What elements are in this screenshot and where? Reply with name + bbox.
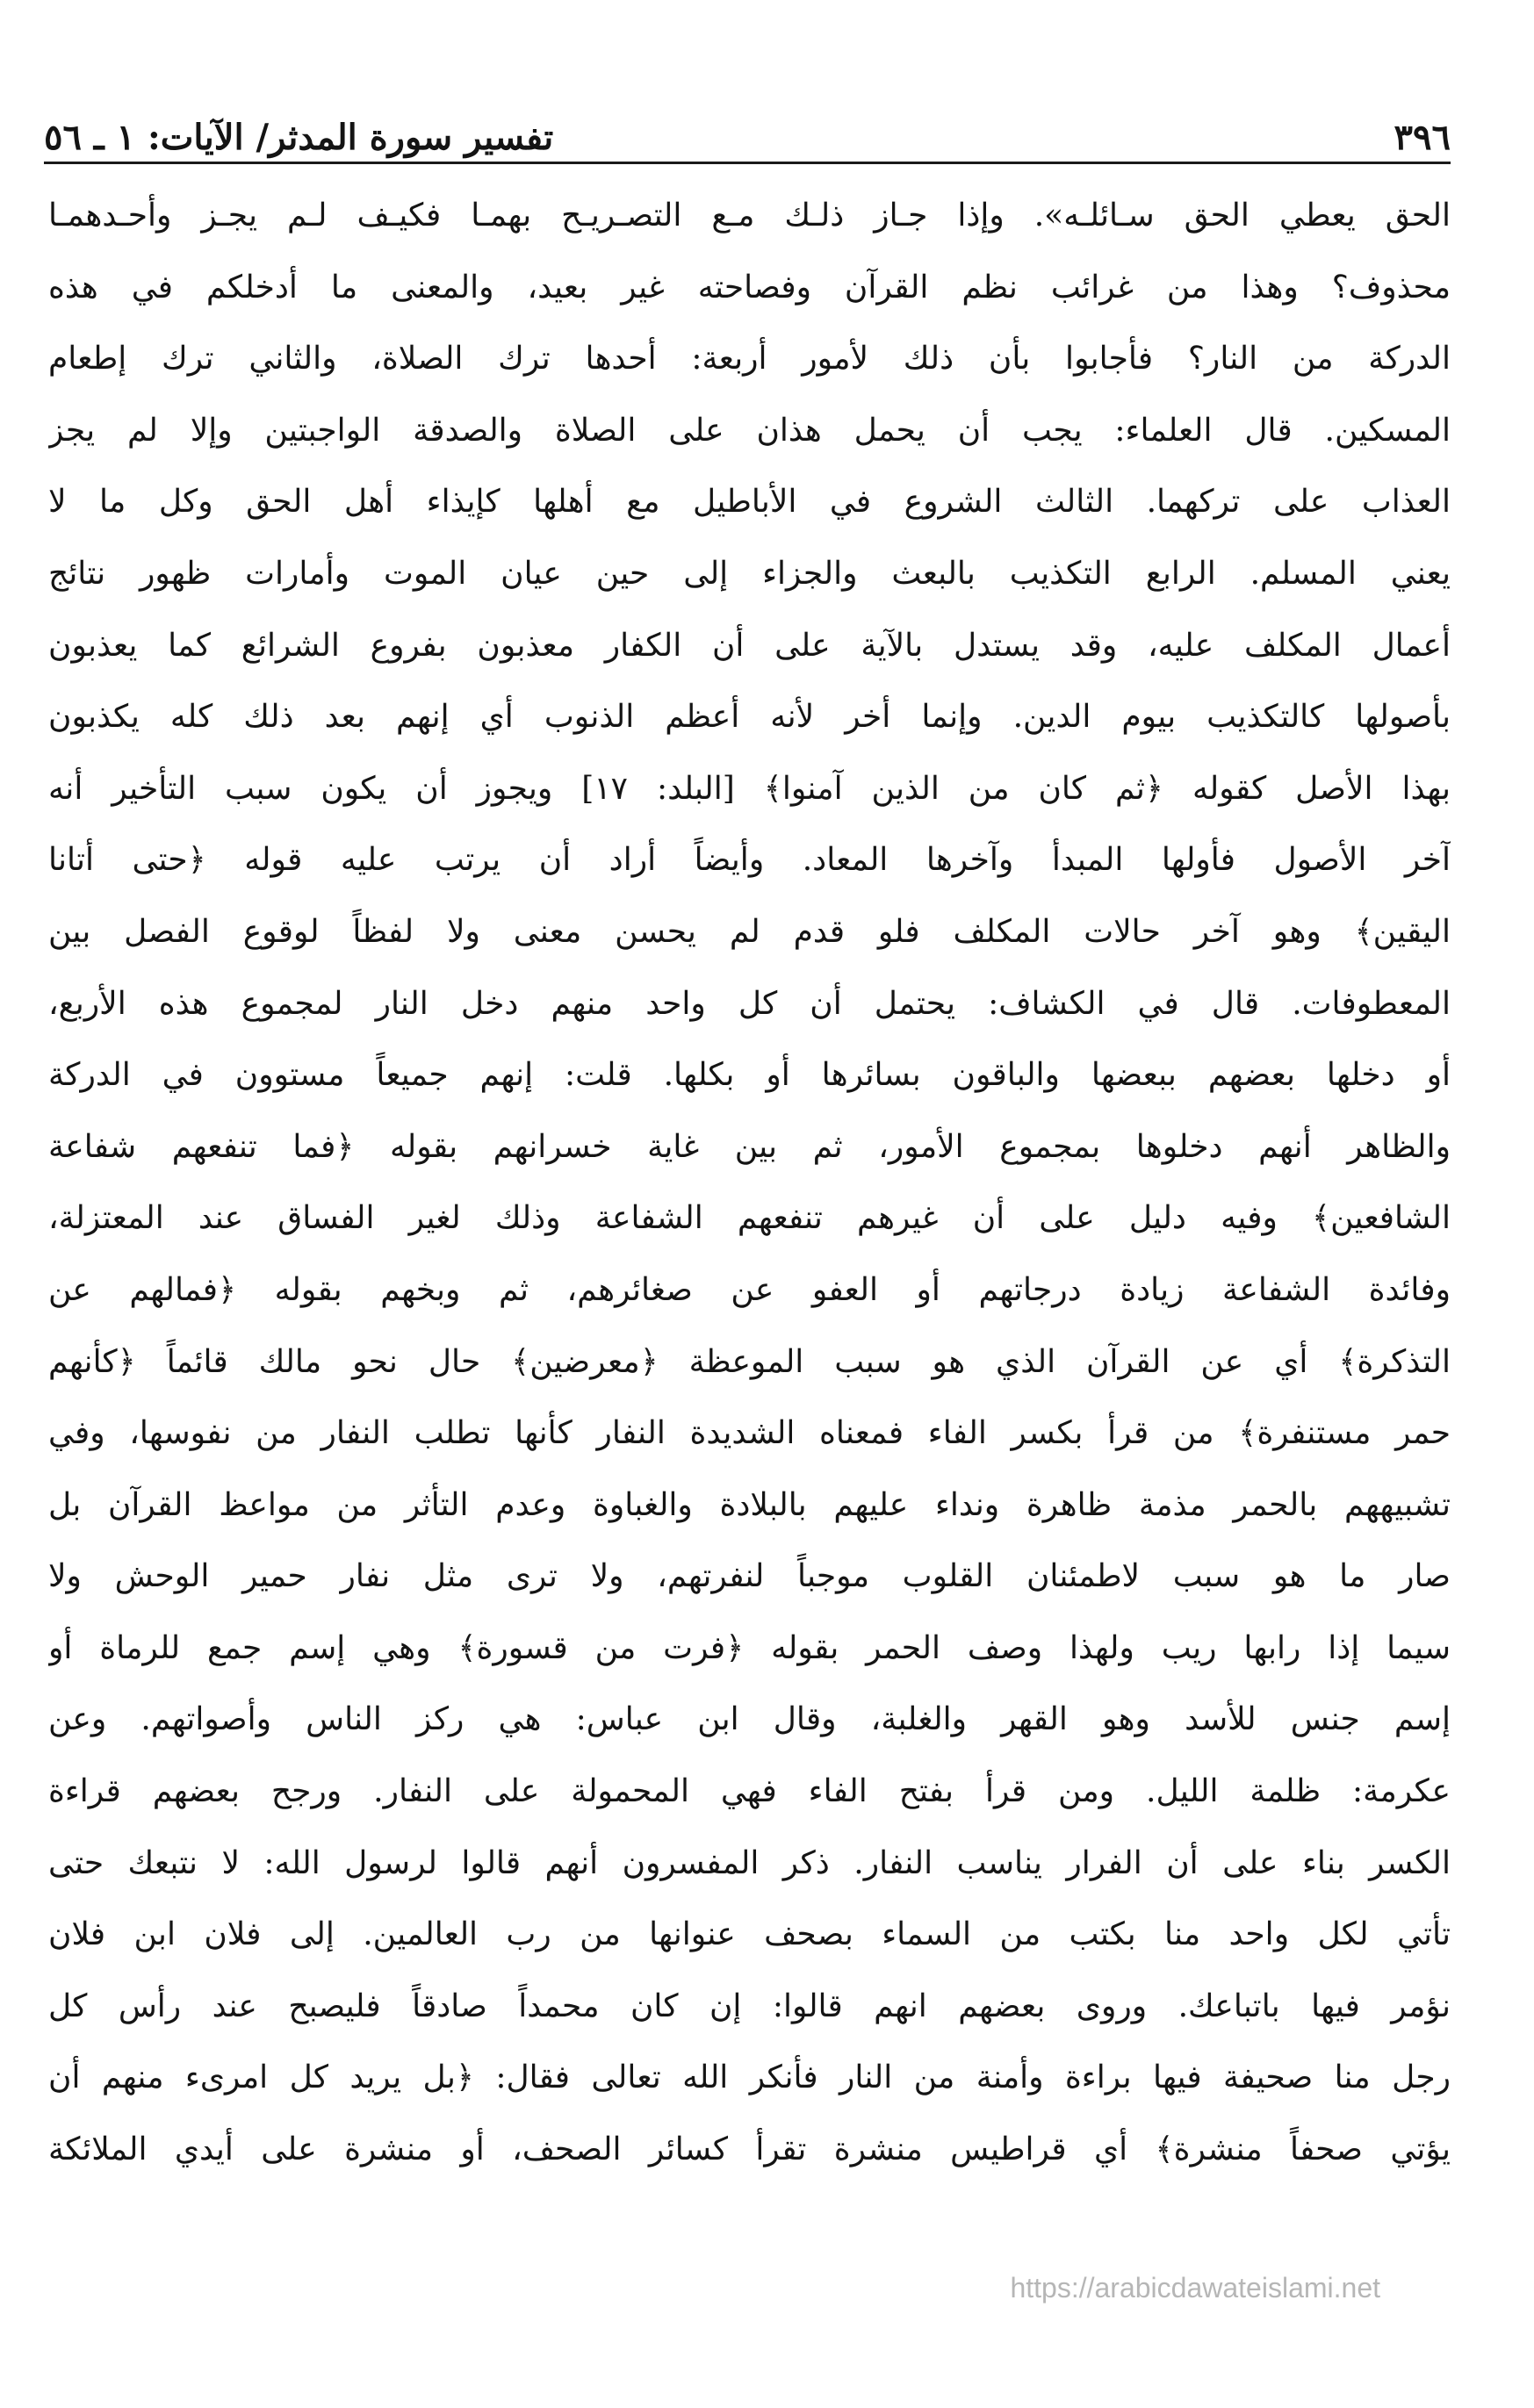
text-line: والظاهر أنهم دخلوها بمجموع الأمور، ثم بين غاية خسرانهم بقوله ﴿فما تنفعهم شفاعة — [48, 1128, 1451, 1165]
text-line: وفائدة الشفاعة زيادة درجاتهم أو العفو عن صغائرهم، ثم وبخهم بقوله ﴿فمالهم عن — [48, 1271, 1451, 1308]
text-line: سيما إذا رابها ريب ولهذا وصف الحمر بقوله ﴿فرت من قسورة﴾ وهي إسم جمع للرماة أو — [48, 1629, 1451, 1666]
text-line: التذكرة﴾ أي عن القرآن الذي هو سبب الموعظة ﴿معرضين﴾ حال نحو مالك قائماً ﴿كأنهم — [48, 1343, 1451, 1380]
text-line: اليقين﴾ وهو آخر حالات المكلف فلو قدم لم يحسن معنى ولا لفظاً لوقوع الفصل بين — [48, 913, 1451, 950]
text-line: بأصولها كالتكذيب بيوم الدين. وإنما أخر لأنه أعظم الذنوب أي إنهم بعد ذلك كله يكذبون — [48, 699, 1451, 736]
header-divider — [44, 162, 1451, 164]
text-line: الكسر بناء على أن الفرار يناسب النفار. ذكر المفسرون أنهم قالوا لرسول الله: لا نتبعك حتى — [48, 1844, 1451, 1881]
watermark-url: https://arabicdawateislami.net — [1010, 2272, 1380, 2304]
text-line: نؤمر فيها باتباعك. وروى بعضهم انهم قالوا: إن كان محمداً صادقاً فليصبح عند رأس كل — [48, 1987, 1451, 2024]
page-header — [44, 88, 1451, 158]
text-line: المعطوفات. قال في الكشاف: يحتمل أن كل واحد منهم دخل النار لمجموع هذه الأربع، — [48, 985, 1451, 1022]
text-line: أعمال المكلف عليه، وقد يستدل بالآية على أن الكفار معذبون بفروع الشرائع كما يعذبون — [48, 627, 1451, 664]
text-line: حمر مستنفرة﴾ من قرأ بكسر الفاء فمعناه الشديدة النفار كأنها تطلب النفار من نفوسها، وفي — [48, 1415, 1451, 1452]
text-line: الدركة من النار؟ فأجابوا بأن ذلك لأمور أربعة: أحدها ترك الصلاة، والثاني ترك إطعام — [48, 341, 1451, 377]
text-line: رجل منا صحيفة فيها براءة وأمنة من النار فأنكر الله تعالى فقال: ﴿بل يريد كل امرىء منهم أن — [48, 2059, 1451, 2096]
body-text — [48, 180, 1451, 2186]
text-line: يؤتي صحفاً منشرة﴾ أي قراطيس منشرة تقرأ كسائر الصحف، أو منشرة على أيدي الملائكة — [48, 2131, 1451, 2168]
text-line: عكرمة: ظلمة الليل. ومن قرأ بفتح الفاء فهي المحمولة على النفار. ورجح بعضهم قراءة — [48, 1773, 1451, 1810]
text-line: المسكين. قال العلماء: يجب أن يحمل هذان على الصلاة والصدقة الواجبتين وإلا لم يجز — [48, 412, 1451, 449]
text-line: أو دخلها بعضهم ببعضها والباقون بسائرها أو بكلها. قلت: إنهم جميعاً مستوون في الدركة — [48, 1057, 1451, 1094]
text-line: آخر الأصول فأولها المبدأ وآخرها المعاد. وأيضاً أراد أن يرتب عليه قوله ﴿حتى أتانا — [48, 842, 1451, 879]
text-line: إسم جنس للأسد وهو القهر والغلبة، وقال ابن عباس: هي ركز الناس وأصواتهم. وعن — [48, 1701, 1451, 1738]
text-line: الحق يعطي الحق سـائلـه». وإذا جـاز ذلـك مـع التصـريـح بهمـا فكيـف لـم يجـز وأحـدهمـا — [48, 198, 1451, 234]
text-line: العذاب على تركهما. الثالث الشروع في الأباطيل مع أهلها كإيذاء أهل الحق وكل ما لا — [48, 484, 1451, 521]
text-line: تأتي لكل واحد منا بكتب من السماء بصحف عنوانها من رب العالمين. إلى فلان ابن فلان — [48, 1916, 1451, 1953]
running-title: تفسير سورة المدثر/ الآيات: ١ ـ ٥٦ — [44, 117, 554, 158]
page-number: ٣٩٦ — [1394, 117, 1451, 158]
text-line: الشافعين﴾ وفيه دليل على أن غيرهم تنفعهم الشفاعة وذلك لغير الفساق عند المعتزلة، — [48, 1200, 1451, 1237]
text-line: تشبيههم بالحمر مذمة ظاهرة ونداء عليهم بالبلادة والغباوة وعدم التأثر من مواعظ القرآن بل — [48, 1486, 1451, 1523]
text-line: بهذا الأصل كقوله ﴿ثم كان من الذين آمنوا﴾ [البلد: ١٧] ويجوز أن يكون سبب التأخير أنه — [48, 770, 1451, 807]
text-line: محذوف؟ وهذا من غرائب نظم القرآن وفصاحته غير بعيد، والمعنى ما أدخلكم في هذه — [48, 269, 1451, 305]
text-line: صار ما هو سبب لاطمئنان القلوب موجباً لنفرتهم، ولا ترى مثل نفار حمير الوحش ولا — [48, 1558, 1451, 1595]
text-line: يعني المسلم. الرابع التكذيب بالبعث والجزاء إلى حين عيان الموت وأمارات ظهور نتائج — [48, 555, 1451, 592]
